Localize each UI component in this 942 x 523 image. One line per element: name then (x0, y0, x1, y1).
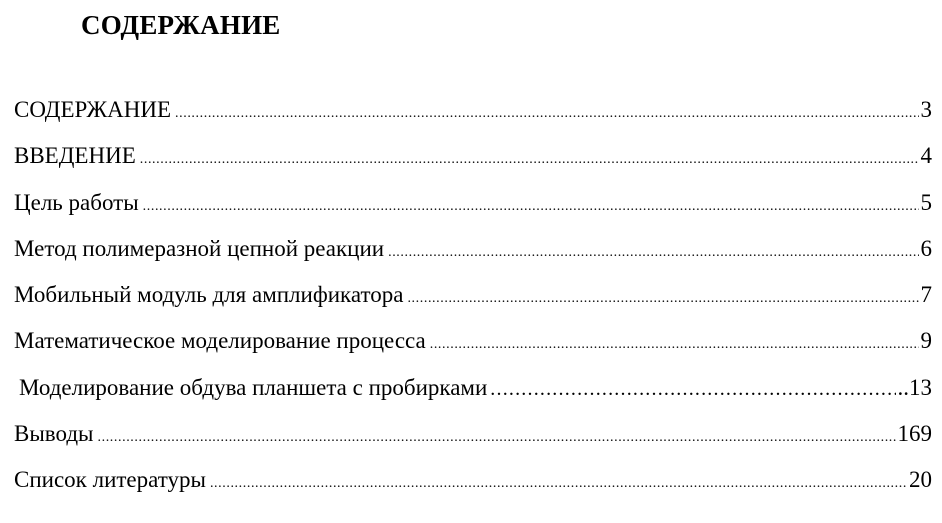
toc-entry (14, 323, 932, 369)
toc-dot-leader (388, 235, 918, 271)
toc-entry-label: Метод полимеразной цепной реакции (14, 235, 385, 261)
toc-dot-leader (490, 371, 895, 407)
toc-page-number: 9 (920, 328, 932, 354)
toc-entry-label: Выводы (14, 421, 94, 447)
toc-entry-label: Моделирование обдува планшета с пробирками (19, 374, 488, 400)
toc-heading: СОДЕРЖАНИЕ (81, 10, 281, 40)
toc-entry (14, 185, 932, 231)
table-of-contents (14, 92, 932, 509)
toc-entry-label: Цель работы (14, 189, 139, 215)
toc-page-number: 20 (909, 467, 932, 493)
toc-entry (14, 370, 932, 416)
toc-entry-label: СОДЕРЖАНИЕ (14, 97, 172, 122)
toc-entry (14, 92, 932, 138)
toc-entry-label: Математическое моделирование процесса (14, 328, 426, 354)
toc-page-number: 7 (920, 282, 932, 308)
toc-entry-label: Список литературы (14, 467, 206, 493)
toc-entry (14, 416, 932, 462)
toc-page-number: ..13 (897, 374, 932, 400)
toc-page-number: 6 (920, 235, 932, 261)
toc-dot-leader (140, 142, 919, 178)
toc-page-number: 4 (920, 143, 932, 169)
toc-page-number: 3 (920, 97, 932, 122)
toc-entry-label: ВВЕДЕНИЕ (14, 143, 136, 169)
toc-page-number: 5 (920, 189, 932, 215)
toc-entry (14, 138, 932, 184)
toc-dot-leader (98, 420, 896, 456)
toc-entry (14, 231, 932, 277)
toc-dot-leader (210, 466, 907, 502)
toc-entry-label: Мобильный модуль для амплификатора (14, 282, 404, 308)
toc-page-number: 169 (897, 421, 932, 447)
toc-dot-leader (407, 281, 918, 317)
toc-entry (14, 277, 932, 323)
toc-dot-leader (175, 96, 918, 132)
toc-entry (14, 462, 932, 508)
toc-dot-leader (430, 327, 919, 363)
toc-dot-leader (143, 189, 919, 225)
